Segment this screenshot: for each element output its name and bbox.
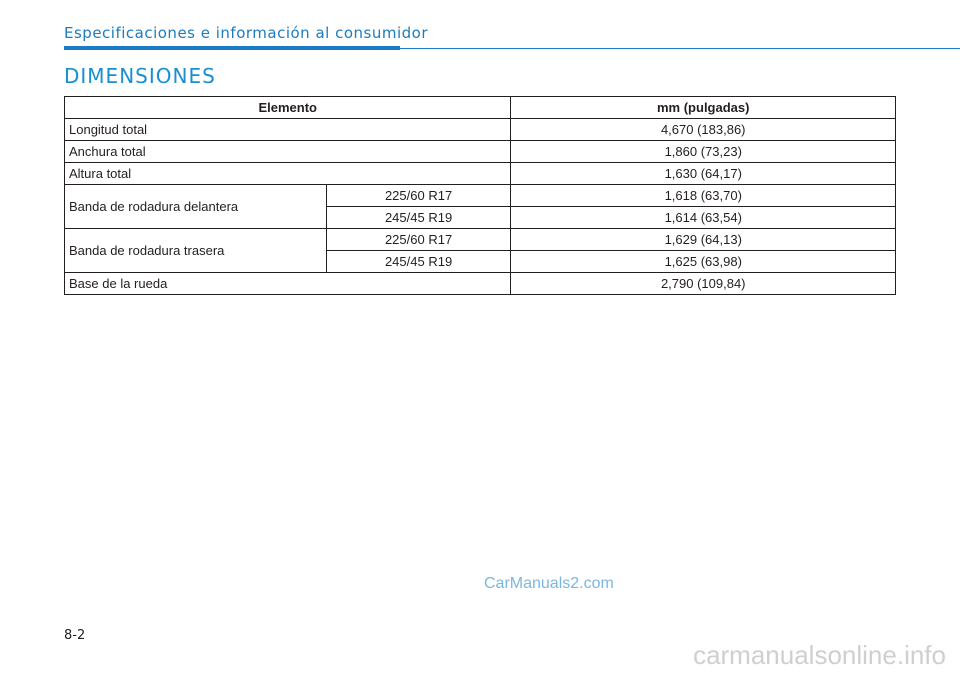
row-value: 1,618 (63,70)	[511, 185, 896, 207]
tire-size: 245/45 R19	[326, 207, 511, 229]
tire-size: 225/60 R17	[326, 185, 511, 207]
row-value: 1,625 (63,98)	[511, 251, 896, 273]
row-value: 1,614 (63,54)	[511, 207, 896, 229]
row-label: Banda de rodadura trasera	[65, 229, 327, 273]
row-value: 1,630 (64,17)	[511, 163, 896, 185]
row-value: 1,860 (73,23)	[511, 141, 896, 163]
row-value: 2,790 (109,84)	[511, 273, 896, 295]
tire-size: 225/60 R17	[326, 229, 511, 251]
header-rule-thick	[64, 46, 400, 50]
row-label: Longitud total	[65, 119, 511, 141]
header-cell-mm: mm (pulgadas)	[511, 97, 896, 119]
section-title: DIMENSIONES	[64, 64, 216, 88]
row-label: Altura total	[65, 163, 511, 185]
watermark-link[interactable]: CarManuals2.com	[484, 575, 614, 592]
table-header-row	[65, 97, 896, 119]
tire-size: 245/45 R19	[326, 251, 511, 273]
row-label: Base de la rueda	[65, 273, 511, 295]
header-rule-thin	[400, 48, 960, 49]
row-value: 4,670 (183,86)	[511, 119, 896, 141]
page-number: 8-2	[64, 628, 86, 643]
table-row	[65, 185, 896, 207]
row-value: 1,629 (64,13)	[511, 229, 896, 251]
table-row	[65, 141, 896, 163]
chapter-title: Especificaciones e información al consumidor	[64, 24, 428, 42]
header-cell-element: Elemento	[65, 97, 511, 119]
row-label: Banda de rodadura delantera	[65, 185, 327, 229]
row-label: Anchura total	[65, 141, 511, 163]
table-row	[65, 119, 896, 141]
table-row	[65, 229, 896, 251]
watermark-text: carmanualsonline.info	[693, 640, 946, 670]
table-row	[65, 163, 896, 185]
table-row	[65, 273, 896, 295]
dimensions-table	[64, 96, 896, 295]
